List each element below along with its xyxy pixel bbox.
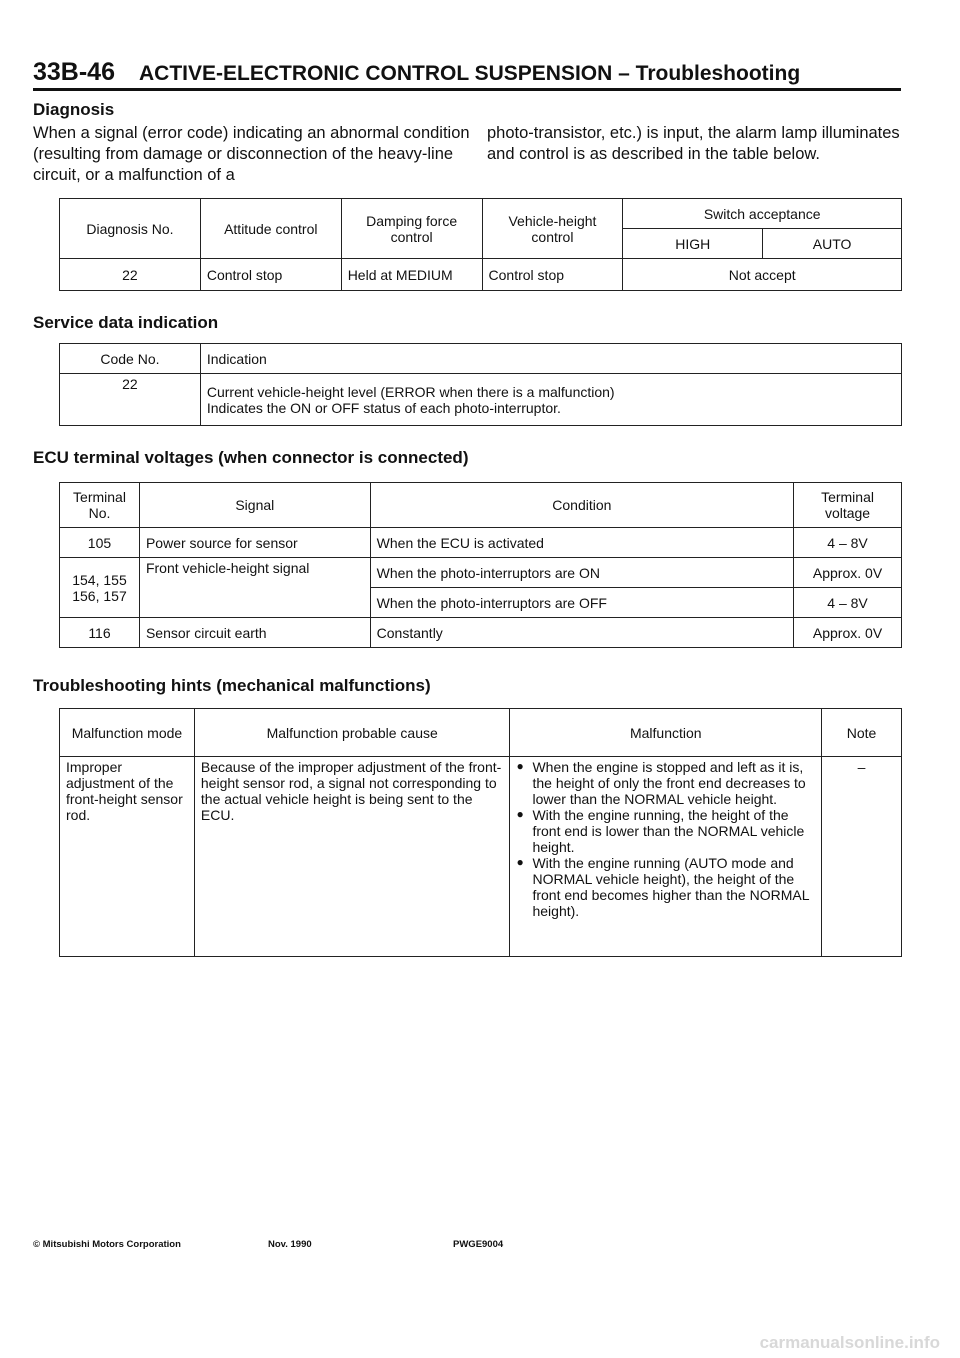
service-row-indication bbox=[200, 374, 901, 426]
hints-note: – bbox=[822, 757, 902, 957]
hints-cause: Because of the improper adjustment of the front-height sensor rod, a signal not corresponding to the actual vehicle height is being sent to the ECU. bbox=[194, 757, 510, 957]
hints-heading: Troubleshooting hints (mechanical malfunctions) bbox=[33, 676, 431, 695]
ecu-condition: Constantly bbox=[370, 618, 793, 648]
service-data-heading: Service data indication bbox=[33, 313, 219, 332]
watermark-text: carmanualsonline.info bbox=[759, 1333, 940, 1352]
diag-header-vehicle-height: Vehicle-height control bbox=[482, 199, 623, 259]
ecu-header-voltage: Terminal voltage bbox=[794, 483, 902, 528]
service-row-code: 22 bbox=[60, 374, 201, 426]
ecu-heading: ECU terminal voltages (when connector is connected) bbox=[33, 448, 469, 467]
ecu-header-condition: Condition bbox=[370, 483, 793, 528]
ecu-header-terminal: Terminal No. bbox=[60, 483, 140, 528]
ecu-terminal: 116 bbox=[60, 618, 140, 648]
diagnosis-paragraph-left: When a signal (error code) indicating an abnormal condition (resulting from damage or disconnection of the heavy-line circuit, or a malfunction of a bbox=[33, 124, 470, 184]
ecu-signal: Front vehicle-height signal bbox=[139, 558, 370, 618]
page-code: 33B-46 bbox=[33, 58, 115, 86]
hints-malfunction bbox=[510, 757, 822, 957]
malfunction-list bbox=[516, 759, 815, 919]
hints-mode: Improper adjustment of the front-height sensor rod. bbox=[60, 757, 195, 957]
ecu-condition: When the photo-interruptors are ON bbox=[370, 558, 793, 588]
ecu-header-signal: Signal bbox=[139, 483, 370, 528]
diagnosis-table bbox=[59, 198, 902, 291]
list-item: ● With the engine running (AUTO mode and NORMAL vehicle height), the height of the front end becomes higher than the NORMAL height). bbox=[516, 855, 815, 919]
service-indication-line-1: Current vehicle-height level (ERROR when there is a malfunction) bbox=[206, 383, 615, 400]
diag-row-attitude: Control stop bbox=[200, 259, 341, 291]
table-row bbox=[60, 528, 902, 558]
hints-table bbox=[59, 708, 902, 957]
diag-header-damping: Damping force control bbox=[341, 199, 482, 259]
ecu-signal: Power source for sensor bbox=[139, 528, 370, 558]
diagnosis-heading: Diagnosis bbox=[33, 100, 115, 119]
footer-copyright: © Mitsubishi Motors Corporation bbox=[33, 1239, 181, 1250]
ecu-terminal: 154, 155 156, 157 bbox=[60, 558, 140, 618]
diag-row-no: 22 bbox=[60, 259, 201, 291]
service-data-table bbox=[59, 343, 902, 426]
service-header-code: Code No. bbox=[60, 344, 201, 374]
diag-row-vehicle-height: Control stop bbox=[482, 259, 623, 291]
service-header-indication: Indication bbox=[200, 344, 901, 374]
page-title: ACTIVE-ELECTRONIC CONTROL SUSPENSION – Troubleshooting bbox=[139, 62, 801, 85]
table-row bbox=[60, 558, 902, 588]
ecu-table bbox=[59, 482, 902, 648]
hints-header-malfunction: Malfunction bbox=[510, 709, 822, 757]
diag-header-auto: AUTO bbox=[763, 229, 902, 259]
footer-date: Nov. 1990 bbox=[268, 1239, 312, 1250]
ecu-signal: Sensor circuit earth bbox=[139, 618, 370, 648]
diag-header-high: HIGH bbox=[623, 229, 763, 259]
hints-header-cause: Malfunction probable cause bbox=[194, 709, 510, 757]
diag-row-damping: Held at MEDIUM bbox=[341, 259, 482, 291]
table-row bbox=[60, 757, 902, 957]
ecu-voltage: Approx. 0V bbox=[794, 558, 902, 588]
ecu-terminal: 105 bbox=[60, 528, 140, 558]
footer-doc-code: PWGE9004 bbox=[453, 1239, 504, 1250]
service-indication-line-2: Indicates the ON or OFF status of each photo-interruptor. bbox=[206, 399, 561, 416]
page-header bbox=[33, 58, 901, 91]
diagnosis-paragraph-right: photo-transistor, etc.) is input, the alarm lamp illuminates and control is as described in the table below. bbox=[487, 124, 900, 163]
list-item: ● With the engine running, the height of the front end is lower than the NORMAL vehicle height. bbox=[516, 807, 815, 855]
ecu-voltage: Approx. 0V bbox=[794, 618, 902, 648]
diag-header-switch: Switch acceptance bbox=[623, 199, 902, 229]
diag-row-switch: Not accept bbox=[623, 259, 902, 291]
hints-header-mode: Malfunction mode bbox=[60, 709, 195, 757]
ecu-voltage: 4 – 8V bbox=[794, 528, 902, 558]
ecu-condition: When the ECU is activated bbox=[370, 528, 793, 558]
diag-header-no: Diagnosis No. bbox=[60, 199, 201, 259]
list-item: ● When the engine is stopped and left as it is, the height of only the front end decreases to lower than the NORMAL vehicle height. bbox=[516, 759, 815, 807]
ecu-condition: When the photo-interruptors are OFF bbox=[370, 588, 793, 618]
table-row bbox=[60, 618, 902, 648]
diag-header-attitude: Attitude control bbox=[200, 199, 341, 259]
hints-header-note: Note bbox=[822, 709, 902, 757]
ecu-voltage: 4 – 8V bbox=[794, 588, 902, 618]
